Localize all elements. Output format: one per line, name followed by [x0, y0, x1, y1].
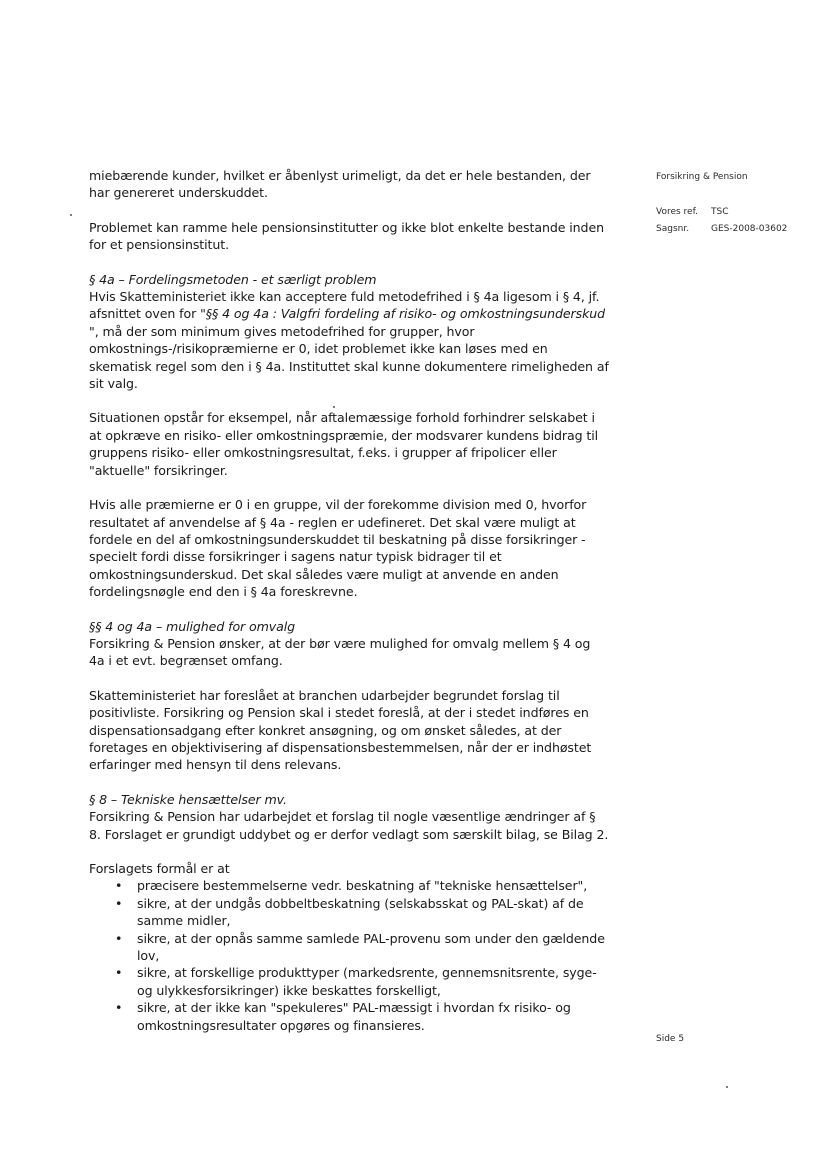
- section-heading: § 4a – Fordelingsmetoden - et særligt problem: [89, 271, 377, 287]
- paragraph: Forslagets formål er at: [89, 861, 230, 876]
- page-number: Side 5: [656, 1034, 685, 1044]
- paragraph: Problemet kan ramme hele pensionsinstitutter og ikke blot enkelte bestande inden for et pensionsinstitut.: [89, 219, 604, 253]
- paragraph: [89, 288, 609, 392]
- case-number-line: [656, 224, 787, 234]
- list-item: • sikre, at der ikke kan "spekuleres" PAL-mæssigt i hvordan fx risiko- og omkostningsresultater opgøres og finansieres.: [137, 999, 609, 1034]
- paragraph: Forsikring & Pension har udarbejdet et forslag til nogle væsentlige ændringer af § 8. Forslaget er grundigt uddybet og er derfor vedlagt som særskilt bilag, se Bilag 2.: [89, 809, 609, 842]
- list-item: • sikre, at der opnås samme samlede PAL-provenu som under den gældende lov,: [137, 930, 609, 965]
- reference-line: [656, 207, 729, 217]
- paragraph-text: ", må der som minimum gives metodefrihed for grupper, hvor omkostnings-/risikopræmierne er 0, idet problemet ikke kan løses med en skematisk regel som den i § 4a. Instituttet skal kunne dokumentere rimeligheden af sit valg.: [89, 323, 609, 392]
- section-heading: §§ 4 og 4a – mulighed for omvalg: [89, 618, 296, 634]
- scan-speck: [726, 1086, 728, 1088]
- sender-org: Forsikring & Pension: [656, 172, 748, 182]
- paragraph: miebærende kunder, hvilket er åbenlyst urimeligt, da det er hele bestanden, der har genereret underskuddet.: [89, 168, 591, 201]
- paragraph: Forsikring & Pension ønsker, at der bør være mulighed for omvalg mellem § 4 og 4a i et evt. begrænset omfang.: [89, 635, 591, 669]
- case-number-value: GES-2008-03602: [711, 224, 788, 234]
- list-item: • præcisere bestemmelserne vedr. beskatning af "tekniske hensættelser",: [137, 877, 609, 894]
- reference-label: Vores ref.: [656, 207, 698, 217]
- paragraph: Situationen opstår for eksempel, når aftalemæssige forhold forhindrer selskabet i at opkræve en risiko- eller omkostningspræmie, der modsvarer kundens bidrag til gruppens risiko- eller omkostningsresultat, f.eks. i grupper af fripolicer eller "aktuelle" forsikringer.: [89, 410, 598, 478]
- scan-speck: [333, 406, 335, 408]
- section-reference: §§ 4 og 4a : Valgfri fordeling af risiko- og omkostningsunderskud: [205, 306, 606, 322]
- paragraph: Skatteministeriet har foreslået at branchen udarbejder begrundet forslag til positivliste. Forsikring og Pension skal i stedet foreslå, at der i stedet indføres en dispensationsadgang efter konkret ansøgning, og om ønsket således, at der foretages en objektivisering af dispensationsbestemmelsen, når der er indhøstet erfaringer med hensyn til dens relevans.: [89, 687, 592, 773]
- letter-body: [89, 167, 609, 1034]
- bullet-list: [89, 877, 609, 1034]
- list-item: • sikre, at der undgås dobbeltbeskatning (selskabsskat og PAL-skat) af de samme midler,: [137, 895, 609, 930]
- scan-speck: [70, 214, 72, 216]
- paragraph: Hvis alle præmierne er 0 i en gruppe, vil der forekomme division med 0, hvorfor resultatet af anvendelse af § 4a - reglen er udefineret. Det skal være muligt at fordele en del af omkostningsunderskuddet til beskatning på disse forsikringer - specielt fordi disse forsikringer i sagens natur typisk bidrager til et omkostningsunderskud. Det skal således være muligt at anvende en anden fordelingsnøgle end den i § 4a foreskrevne.: [89, 497, 587, 600]
- reference-value: TSC: [711, 207, 729, 217]
- list-item: • sikre, at forskellige produkttyper (markedsrente, gennemsnitsrente, syge- og ulykkesforsikringer) ikke beskattes forskelligt,: [137, 964, 609, 999]
- case-number-label: Sagsnr.: [656, 224, 690, 234]
- paragraph-text: Hvis Skatteministeriet ikke kan acceptere fuld metodefrihed i § 4a ligesom i § 4, jf. afsnittet oven for ": [89, 289, 600, 322]
- section-heading: § 8 – Tekniske hensættelser mv.: [89, 791, 287, 807]
